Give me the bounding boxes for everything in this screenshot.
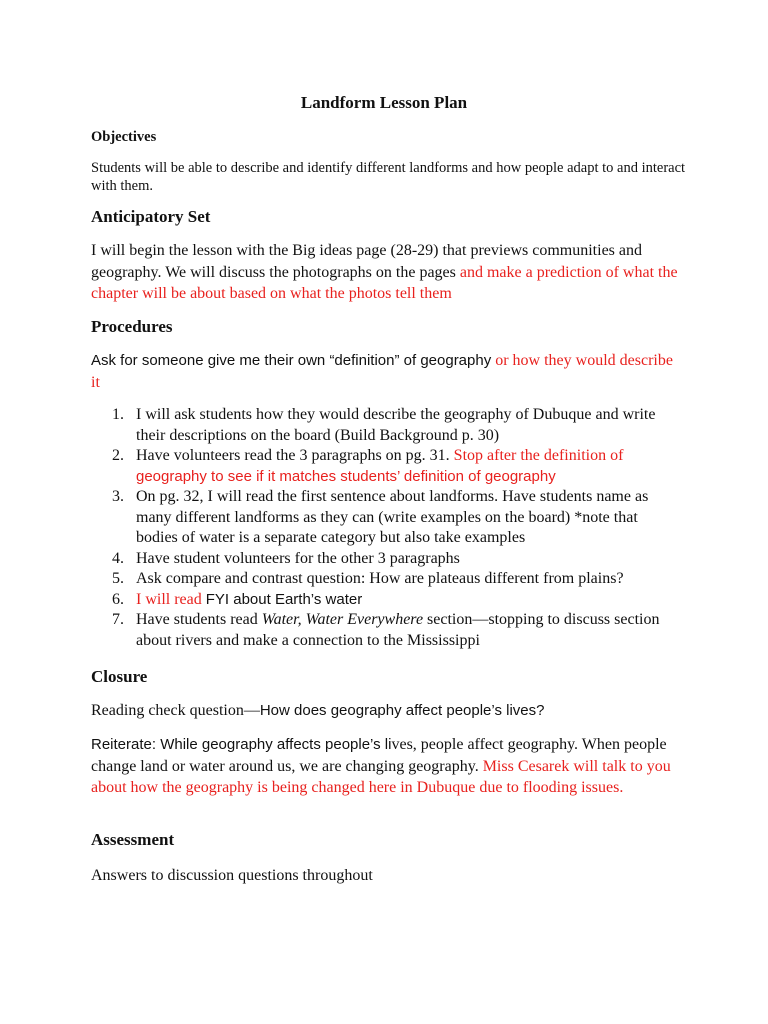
emphasis-red-text: Stop after the definition of — [453, 447, 624, 464]
text-run: I will begin the lesson with the Big ideas page (28-29) that previews communities and geography. We will discuss the photographs on the pages — [91, 242, 642, 281]
list-item-text — [136, 447, 623, 485]
closure-heading: Closure — [91, 667, 148, 686]
assessment-text: Answers to discussion questions throughout — [91, 867, 373, 884]
text-run: Reiterate: While geography affects people’s li — [91, 736, 392, 753]
emphasis-red-text: I will read — [136, 590, 206, 608]
text-run: FYI about Earth’s water — [205, 590, 363, 608]
text-run: I will ask students how they would describe the geography of Dubuque and write their descriptions on the board (Build Background p. 30) — [136, 406, 656, 444]
list-item — [112, 590, 672, 611]
assessment-heading: Assessment — [91, 830, 175, 849]
text-run: Have students read — [136, 611, 262, 628]
emphasis-red-text: or how they would describe it — [91, 352, 673, 391]
list-item-number: 6. — [112, 590, 124, 608]
list-item — [112, 569, 672, 590]
closure-question — [91, 700, 681, 722]
list-item-number: 7. — [112, 611, 124, 628]
list-item — [112, 405, 672, 446]
list-item-text — [136, 406, 655, 444]
procedures-heading: Procedures — [91, 317, 173, 336]
list-item — [112, 446, 672, 487]
page-title: Landform Lesson Plan — [300, 93, 468, 112]
text-run: On pg. 32, I will read the first sentence about landforms. Have students name as many different landforms as they can (write examples on the board) *note that bodies of water is a separate category but also take examples — [136, 488, 649, 546]
text-run: How does geography affect people’s lives? — [259, 702, 545, 719]
emphasis-red-text: geography to see if it matches students’ definition of geography — [136, 467, 556, 485]
text-run: Have volunteers read the 3 paragraphs on pg. 31. — [136, 447, 454, 464]
list-item — [112, 549, 672, 570]
list-item — [112, 610, 672, 651]
text-run: Reading check question— — [91, 702, 260, 719]
list-item-number: 2. — [112, 447, 124, 464]
text-run: Have student volunteers for the other 3 paragraphs — [136, 549, 460, 567]
list-item-text — [136, 611, 659, 649]
list-item-text — [136, 550, 460, 567]
anticipatory-set-heading: Anticipatory Set — [91, 207, 211, 226]
text-run: Ask compare and contrast question: How are plateaus different from plains? — [136, 570, 624, 587]
objectives-heading: Objectives — [91, 129, 157, 145]
list-item — [112, 487, 672, 549]
list-item-number: 1. — [112, 406, 124, 423]
procedure-steps-list — [112, 405, 672, 651]
text-run: Ask for someone give me their own “definition” of geography — [91, 352, 492, 369]
list-item-text — [136, 591, 362, 608]
list-item-number: 3. — [112, 488, 124, 505]
objectives-text: Students will be able to describe and identify different landforms and how people adapt to and interact with them. — [91, 160, 686, 194]
closure-reiterate — [91, 734, 681, 799]
procedures-intro — [91, 350, 681, 393]
list-item-number: 4. — [112, 549, 124, 567]
emphasis-red-text: Miss Cesarek will talk to you about how the geography is being changed here in Dubuque due to flooding issues. — [91, 757, 671, 796]
list-item-text — [136, 570, 624, 587]
list-item-text — [136, 488, 648, 546]
emphasis-red-text: and make a prediction of what the chapter will be about based on what the photos tell them — [91, 263, 678, 302]
list-item-number: 5. — [112, 570, 124, 587]
text-run: section—stopping to discuss section about rivers and make a connection to the Mississippi — [136, 611, 660, 649]
text-run: ves, people affect geography. When people change land or water around us, we are changing geography. — [91, 736, 667, 775]
text-run: Water, Water Everywhere — [261, 611, 424, 628]
anticipatory-set-text — [91, 240, 681, 305]
